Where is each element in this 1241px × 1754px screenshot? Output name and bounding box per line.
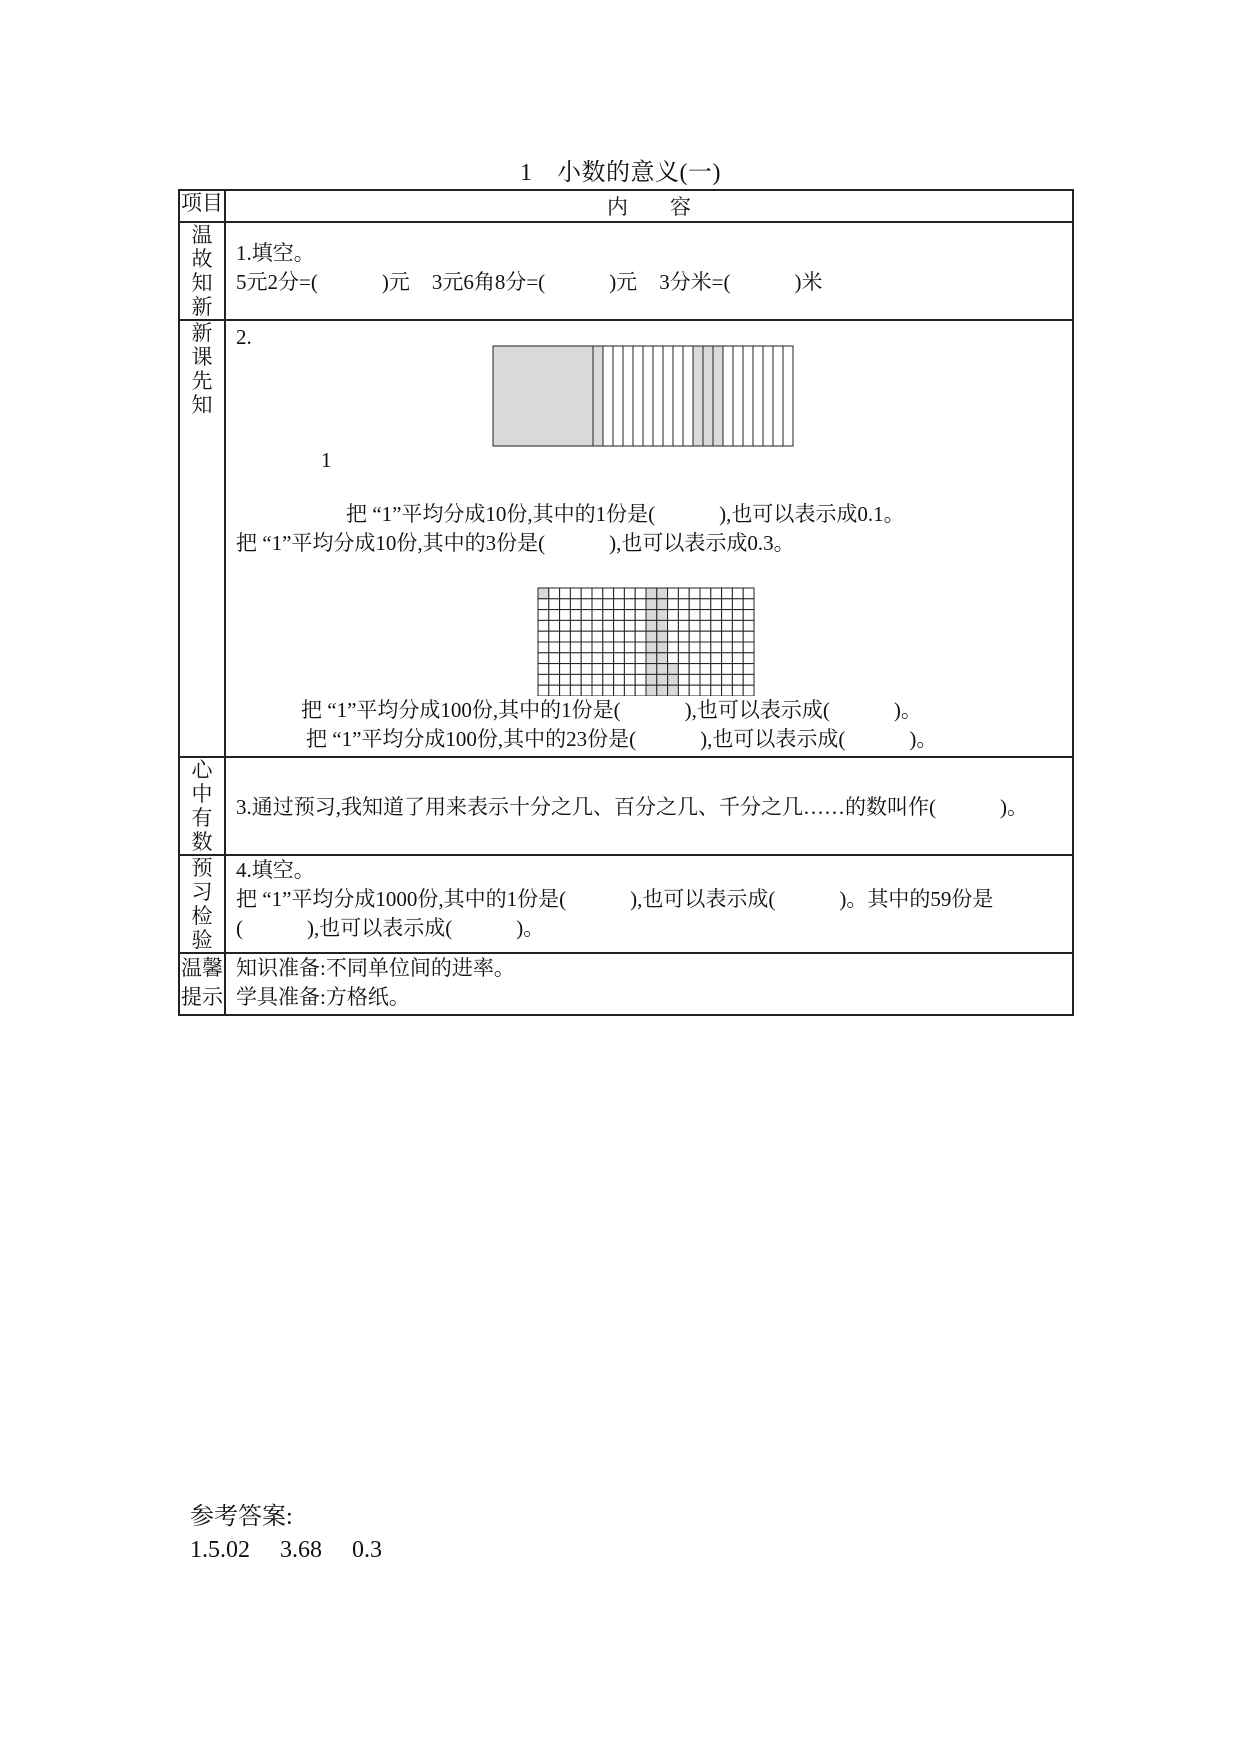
header-item: 项目 xyxy=(179,190,225,222)
grid-square xyxy=(603,631,614,642)
grid-square xyxy=(581,664,592,675)
grid-square xyxy=(743,653,754,664)
grid-square xyxy=(711,599,722,610)
grid-square xyxy=(570,588,581,599)
row-label-preview-check: 预 习 检 验 xyxy=(179,855,225,953)
row-content-preview-check xyxy=(225,855,1073,953)
grid-square xyxy=(689,685,700,696)
grid-square xyxy=(549,664,560,675)
grid-square xyxy=(732,610,743,621)
grid-square xyxy=(722,620,733,631)
grid-square xyxy=(592,599,603,610)
grid-square xyxy=(743,642,754,653)
grid-square xyxy=(581,620,592,631)
grid-square xyxy=(646,642,657,653)
grid-square xyxy=(635,631,646,642)
grid-square xyxy=(538,653,549,664)
grid-square xyxy=(722,599,733,610)
grid-square xyxy=(592,685,603,696)
grid-square xyxy=(592,631,603,642)
grid-square xyxy=(689,620,700,631)
grid-square xyxy=(657,674,668,685)
grid-square xyxy=(635,674,646,685)
grid-square xyxy=(689,642,700,653)
grid-square xyxy=(614,685,625,696)
grid-square xyxy=(689,653,700,664)
tip-knowledge: 知识准备:不同单位间的进率。 xyxy=(236,956,515,980)
grid-square xyxy=(560,685,571,696)
grid-square xyxy=(538,610,549,621)
whole-one-label: 1 xyxy=(321,448,332,472)
grid-square xyxy=(711,610,722,621)
grid-square xyxy=(570,664,581,675)
tenth-strip xyxy=(763,346,773,446)
grid-square xyxy=(570,620,581,631)
row-content-review xyxy=(225,222,1073,320)
grid-square xyxy=(722,610,733,621)
tenth-strip xyxy=(613,346,623,446)
tenth-strip xyxy=(713,346,723,446)
grid-square xyxy=(711,620,722,631)
grid-square xyxy=(614,664,625,675)
question-1-items: 5元2分=( )元 3元6角8分=( )元 3分米=( )米 xyxy=(236,270,823,294)
tenth-strip xyxy=(753,346,763,446)
grid-square xyxy=(560,588,571,599)
grid-square xyxy=(603,664,614,675)
grid-square xyxy=(538,588,549,599)
grid-square xyxy=(689,664,700,675)
grid-square xyxy=(668,588,679,599)
grid-square xyxy=(700,674,711,685)
grid-square xyxy=(603,599,614,610)
tenths-strip-figure xyxy=(492,345,802,449)
grid-square xyxy=(657,631,668,642)
grid-square xyxy=(635,653,646,664)
sentence-hundredths-23: 把 “1”平均分成100份,其中的23份是( ),也可以表示成( )。 xyxy=(306,727,938,751)
grid-square xyxy=(581,588,592,599)
grid-square xyxy=(581,631,592,642)
grid-square xyxy=(732,653,743,664)
sentence-tenths-3: 把 “1”平均分成10份,其中的3份是( ),也可以表示成0.3。 xyxy=(236,531,795,555)
grid-square xyxy=(722,588,733,599)
row-review xyxy=(179,222,1073,320)
grid-square xyxy=(592,674,603,685)
row-new-lesson xyxy=(179,320,1073,757)
grid-square xyxy=(678,588,689,599)
grid-square xyxy=(614,653,625,664)
grid-square xyxy=(689,674,700,685)
grid-square xyxy=(668,664,679,675)
grid-square xyxy=(570,599,581,610)
grid-square xyxy=(624,620,635,631)
grid-square xyxy=(549,610,560,621)
grid-square xyxy=(743,610,754,621)
tenth-strip xyxy=(603,346,613,446)
grid-square xyxy=(657,588,668,599)
grid-square xyxy=(668,620,679,631)
row-label-review: 温 故 知 新 xyxy=(179,222,225,320)
grid-square xyxy=(668,599,679,610)
grid-square xyxy=(668,642,679,653)
grid-square xyxy=(581,653,592,664)
grid-square xyxy=(549,588,560,599)
grid-square xyxy=(560,599,571,610)
grid-square xyxy=(722,653,733,664)
grid-square xyxy=(538,631,549,642)
grid-square xyxy=(732,685,743,696)
grid-square xyxy=(743,620,754,631)
table-header-row xyxy=(179,190,1073,222)
row-summary xyxy=(179,757,1073,855)
grid-square xyxy=(646,664,657,675)
grid-square xyxy=(743,599,754,610)
grid-square xyxy=(603,674,614,685)
grid-square xyxy=(549,620,560,631)
grid-square xyxy=(732,642,743,653)
grid-square xyxy=(560,653,571,664)
grid-square xyxy=(624,664,635,675)
grid-square xyxy=(646,674,657,685)
grid-square xyxy=(614,610,625,621)
grid-square xyxy=(624,599,635,610)
grid-square xyxy=(549,674,560,685)
grid-square xyxy=(743,588,754,599)
row-preview-check xyxy=(179,855,1073,953)
page-title: 1 小数的意义(一) xyxy=(520,160,721,186)
grid-square xyxy=(549,631,560,642)
grid-square xyxy=(743,631,754,642)
row-content-summary xyxy=(225,757,1073,855)
grid-square xyxy=(635,685,646,696)
grid-square xyxy=(678,642,689,653)
grid-square xyxy=(549,642,560,653)
grid-square xyxy=(570,653,581,664)
grid-square xyxy=(624,685,635,696)
grid-square xyxy=(689,631,700,642)
grid-square xyxy=(732,674,743,685)
tenth-strip xyxy=(773,346,783,446)
grid-square xyxy=(603,642,614,653)
grid-square xyxy=(624,642,635,653)
grid-square xyxy=(678,631,689,642)
question-4-line-2: ( ),也可以表示成( )。 xyxy=(236,916,545,940)
grid-square xyxy=(581,674,592,685)
grid-square xyxy=(700,588,711,599)
grid-square xyxy=(614,674,625,685)
grid-square xyxy=(646,653,657,664)
grid-square xyxy=(570,610,581,621)
grid-square xyxy=(668,653,679,664)
grid-square xyxy=(635,599,646,610)
tenth-strip xyxy=(623,346,633,446)
grid-square xyxy=(538,674,549,685)
grid-square xyxy=(635,620,646,631)
grid-square xyxy=(538,664,549,675)
tip-tools: 学具准备:方格纸。 xyxy=(236,985,410,1009)
grid-square xyxy=(700,685,711,696)
grid-square xyxy=(635,642,646,653)
grid-square xyxy=(657,610,668,621)
row-content-new-lesson xyxy=(225,320,1073,757)
grid-square xyxy=(689,599,700,610)
tenth-strip xyxy=(673,346,683,446)
grid-square xyxy=(538,685,549,696)
tenth-strip xyxy=(663,346,673,446)
header-content: 内 容 xyxy=(225,190,1073,222)
grid-square xyxy=(549,653,560,664)
grid-square xyxy=(538,599,549,610)
grid-square xyxy=(711,653,722,664)
grid-square xyxy=(646,599,657,610)
grid-square xyxy=(624,610,635,621)
grid-square xyxy=(722,642,733,653)
tenth-strip xyxy=(783,346,793,446)
grid-square xyxy=(732,588,743,599)
grid-square xyxy=(603,588,614,599)
worksheet-table xyxy=(178,189,1074,1016)
grid-square xyxy=(732,620,743,631)
grid-square xyxy=(700,642,711,653)
grid-square xyxy=(732,664,743,675)
grid-square xyxy=(570,642,581,653)
grid-square xyxy=(646,610,657,621)
grid-square xyxy=(570,631,581,642)
row-tips xyxy=(179,953,1073,1015)
answer-line: 1.5.02 3.68 0.3 xyxy=(190,1537,382,1563)
grid-square xyxy=(678,664,689,675)
question-1-title: 1.填空。 xyxy=(236,241,315,265)
grid-square xyxy=(603,620,614,631)
tenth-strip xyxy=(653,346,663,446)
grid-square xyxy=(592,642,603,653)
grid-square xyxy=(614,599,625,610)
grid-square xyxy=(678,653,689,664)
grid-square xyxy=(624,631,635,642)
answer-key xyxy=(190,1501,382,1567)
grid-square xyxy=(711,674,722,685)
grid-square xyxy=(646,620,657,631)
grid-square xyxy=(635,610,646,621)
grid-square xyxy=(581,685,592,696)
grid-square xyxy=(635,664,646,675)
tenth-strip xyxy=(633,346,643,446)
sentence-tenths-1: 把 “1”平均分成10份,其中的1份是( ),也可以表示成0.1。 xyxy=(346,502,905,526)
grid-square xyxy=(657,642,668,653)
grid-square xyxy=(700,610,711,621)
row-content-tips xyxy=(225,953,1073,1015)
grid-square xyxy=(657,599,668,610)
grid-square xyxy=(560,631,571,642)
question-3: 3.通过预习,我知道了用来表示十分之几、百分之几、千分之几……的数叫作( )。 xyxy=(236,794,1028,819)
grid-square xyxy=(646,631,657,642)
grid-square xyxy=(668,685,679,696)
row-label-tips: 温馨 提示 xyxy=(179,953,225,1015)
grid-square xyxy=(711,664,722,675)
grid-square xyxy=(678,685,689,696)
grid-square xyxy=(614,588,625,599)
grid-square xyxy=(635,588,646,599)
grid-square xyxy=(592,610,603,621)
grid-square xyxy=(743,674,754,685)
tenth-strip xyxy=(703,346,713,446)
grid-square xyxy=(624,674,635,685)
grid-square xyxy=(570,674,581,685)
grid-square xyxy=(711,685,722,696)
row-label-new-lesson: 新 课 先 知 xyxy=(179,320,225,757)
grid-square xyxy=(722,674,733,685)
grid-square xyxy=(560,674,571,685)
grid-square xyxy=(560,620,571,631)
question-4-line-1: 把 “1”平均分成1000份,其中的1份是( ),也可以表示成( )。其中的59份是 xyxy=(236,887,994,911)
grid-square xyxy=(711,642,722,653)
grid-square xyxy=(678,620,689,631)
grid-square xyxy=(700,664,711,675)
grid-square xyxy=(603,685,614,696)
grid-square xyxy=(614,631,625,642)
grid-square xyxy=(678,610,689,621)
grid-square xyxy=(657,620,668,631)
grid-square xyxy=(603,653,614,664)
tenth-strip xyxy=(643,346,653,446)
grid-square xyxy=(560,610,571,621)
grid-square xyxy=(732,631,743,642)
grid-square xyxy=(668,674,679,685)
grid-square xyxy=(657,664,668,675)
grid-square xyxy=(592,653,603,664)
grid-square xyxy=(711,631,722,642)
question-4-title: 4.填空。 xyxy=(236,858,315,882)
grid-square xyxy=(581,642,592,653)
grid-square xyxy=(722,685,733,696)
answer-heading: 参考答案: xyxy=(190,1504,293,1530)
grid-square xyxy=(581,599,592,610)
grid-square xyxy=(624,588,635,599)
tenth-strip xyxy=(743,346,753,446)
grid-square xyxy=(560,642,571,653)
grid-square xyxy=(689,610,700,621)
grid-square xyxy=(592,620,603,631)
grid-square xyxy=(700,653,711,664)
grid-square xyxy=(711,588,722,599)
grid-square xyxy=(678,674,689,685)
grid-square xyxy=(581,610,592,621)
tenth-strip xyxy=(683,346,693,446)
grid-square xyxy=(722,631,733,642)
grid-square xyxy=(657,685,668,696)
grid-square xyxy=(592,588,603,599)
tenth-strip xyxy=(593,346,603,446)
grid-square xyxy=(614,620,625,631)
tenth-strip xyxy=(693,346,703,446)
grid-square xyxy=(689,588,700,599)
grid-square xyxy=(560,664,571,675)
row-label-summary: 心 中 有 数 xyxy=(179,757,225,855)
grid-square xyxy=(657,653,668,664)
grid-square xyxy=(700,599,711,610)
grid-square xyxy=(592,664,603,675)
grid-square xyxy=(646,588,657,599)
grid-square xyxy=(614,642,625,653)
grid-square xyxy=(549,685,560,696)
grid-square xyxy=(743,685,754,696)
grid-square xyxy=(732,599,743,610)
hundredths-grid-figure xyxy=(537,587,755,696)
grid-square xyxy=(700,631,711,642)
grid-square xyxy=(668,610,679,621)
grid-square xyxy=(538,620,549,631)
grid-square xyxy=(700,620,711,631)
grid-square xyxy=(538,642,549,653)
grid-square xyxy=(549,599,560,610)
grid-square xyxy=(570,685,581,696)
grid-square xyxy=(722,664,733,675)
whole-unit-square xyxy=(493,346,593,446)
grid-square xyxy=(678,599,689,610)
grid-square xyxy=(624,653,635,664)
grid-square xyxy=(668,631,679,642)
tenth-strip xyxy=(723,346,733,446)
grid-square xyxy=(646,685,657,696)
grid-square xyxy=(743,664,754,675)
tenth-strip xyxy=(733,346,743,446)
question-2-number: 2. xyxy=(236,325,252,349)
grid-square xyxy=(603,610,614,621)
sentence-hundredths-1: 把 “1”平均分成100份,其中的1份是( ),也可以表示成( )。 xyxy=(301,698,922,722)
